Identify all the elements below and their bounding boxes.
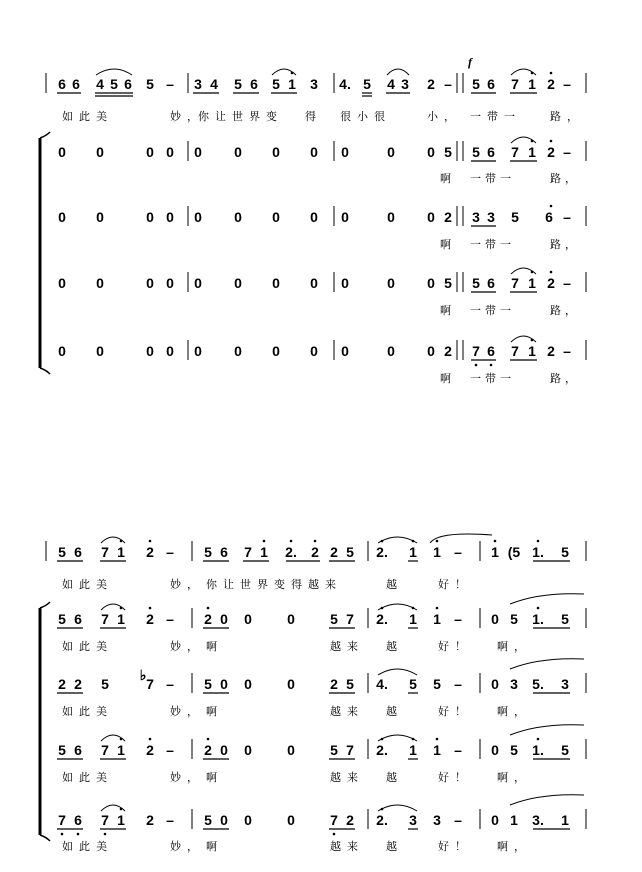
note-digit: 2 — [547, 275, 555, 291]
note-digit: – — [563, 76, 571, 92]
lyric-text: 越 — [386, 771, 403, 784]
note-digit: 0 — [341, 275, 349, 291]
choir-bracket-hook — [40, 835, 50, 841]
note-digit: 1 — [117, 742, 125, 758]
lyric-text: 越 — [386, 578, 403, 591]
tie-arc — [430, 534, 492, 543]
note-digit: 0 — [387, 275, 395, 291]
lyric-text: 好！ — [438, 640, 472, 653]
note-digit: 6 — [487, 275, 495, 291]
note-digit: 5. — [532, 676, 544, 692]
lyric-text: 啊 — [206, 840, 223, 853]
note-digit: – — [166, 76, 174, 92]
note-digit: 1 — [117, 544, 125, 560]
slur-arc — [378, 669, 417, 675]
note-digit: 0 — [287, 611, 295, 627]
note-digit: 0 — [194, 275, 202, 291]
note-digit: 2 — [547, 76, 555, 92]
octave-dot-low — [475, 364, 478, 367]
note-digit: 4 — [387, 76, 395, 92]
note-digit: – — [444, 76, 452, 92]
choir-bracket-hook — [40, 132, 50, 138]
note-digit: 2 — [58, 676, 66, 692]
note-digit: 3 — [510, 676, 518, 692]
note-digit: 7 — [330, 812, 338, 828]
note-digit: 0 — [491, 812, 499, 828]
note-digit: 0 — [491, 676, 499, 692]
note-digit: 5 — [58, 742, 66, 758]
octave-dot-high — [550, 140, 553, 143]
note-digit: – — [166, 544, 174, 560]
note-digit: 0 — [146, 275, 154, 291]
note-digit: 2. — [376, 544, 388, 560]
note-digit: 2 — [204, 611, 212, 627]
lyric-text: 如此美 — [62, 771, 113, 784]
note-digit: 4 — [96, 76, 104, 92]
note-digit: 0 — [272, 209, 280, 225]
note-digit: 3 — [401, 76, 409, 92]
note-digit: 6 — [72, 76, 80, 92]
lyric-text: 很小很 — [340, 110, 391, 123]
note-digit: 2 — [330, 544, 338, 560]
note-digit: 3 — [433, 812, 441, 828]
note-digit: 0 — [234, 209, 242, 225]
lyric-text: 啊， — [497, 705, 531, 718]
note-digit: 6 — [58, 76, 66, 92]
octave-dot-high — [290, 540, 293, 543]
octave-dot-high — [537, 607, 540, 610]
note-digit: – — [454, 611, 462, 627]
note-digit: 2 — [346, 812, 354, 828]
note-digit: 3 — [472, 209, 480, 225]
note-digit: 5 — [510, 742, 518, 758]
note-digit: 5 — [472, 144, 480, 160]
note-digit: 1. — [532, 742, 544, 758]
octave-dot-high — [550, 72, 553, 75]
note-digit: – — [454, 544, 462, 560]
note-digit: 5 — [561, 742, 569, 758]
note-digit: 0 — [58, 343, 66, 359]
note-digit: 2 — [330, 676, 338, 692]
slur-arc — [378, 604, 417, 610]
note-digit: 4 — [210, 76, 218, 92]
note-digit: 2 — [547, 144, 555, 160]
note-digit: 0 — [244, 611, 252, 627]
note-digit: 5 — [330, 611, 338, 627]
note-digit: 1 — [409, 742, 417, 758]
note-digit: – — [563, 144, 571, 160]
slur-arc — [378, 735, 417, 741]
lyric-text: 路， — [550, 238, 580, 251]
note-digit: 3 — [310, 76, 318, 92]
note-digit: – — [454, 676, 462, 692]
lyric-text: 你让世界变 — [198, 110, 283, 123]
note-digit: 5 — [346, 544, 354, 560]
note-digit: 0 — [194, 144, 202, 160]
note-digit: 2 — [146, 812, 154, 828]
phrase-slur — [510, 725, 584, 735]
note-digit: 1. — [532, 544, 544, 560]
note-digit: 5 — [472, 76, 480, 92]
note-digit: 0 — [166, 209, 174, 225]
note-digit: 5 — [472, 275, 480, 291]
lyric-text: 妙， — [170, 705, 204, 718]
lyric-text: 好！ — [438, 705, 472, 718]
octave-dot-high — [537, 540, 540, 543]
note-digit: 0 — [272, 343, 280, 359]
octave-dot-high — [436, 540, 439, 543]
octave-dot-high — [207, 738, 210, 741]
lyric-text: 啊 — [440, 238, 455, 251]
note-digit: 0 — [387, 144, 395, 160]
octave-dot-high — [149, 738, 152, 741]
lyric-text: 一带一 — [470, 172, 515, 185]
note-digit: 0 — [96, 209, 104, 225]
note-digit: 5 — [330, 742, 338, 758]
note-digit: 0 — [341, 144, 349, 160]
octave-dot-low — [61, 833, 64, 836]
note-digit: 1 — [117, 611, 125, 627]
lyric-text: 一带一 — [470, 238, 515, 251]
lyric-text: 好！ — [438, 578, 472, 591]
note-digit: 6 — [487, 343, 495, 359]
note-digit: 1 — [288, 76, 296, 92]
note-digit: 0 — [491, 742, 499, 758]
lyric-text: 你让世界变得越来 — [206, 578, 342, 591]
note-digit: 1 — [433, 544, 441, 560]
note-digit: – — [166, 676, 174, 692]
note-digit: 0 — [234, 343, 242, 359]
note-digit: 5 — [110, 76, 118, 92]
note-digit: 5 — [561, 544, 569, 560]
lyric-text: 得 — [305, 110, 322, 123]
note-digit: 0 — [166, 275, 174, 291]
note-digit: 0 — [220, 611, 228, 627]
note-digit: 0 — [272, 275, 280, 291]
lyric-text: 妙， — [170, 771, 204, 784]
note-digit: 7 — [101, 812, 109, 828]
note-digit: 0 — [146, 144, 154, 160]
note-digit: 0 — [427, 209, 435, 225]
lyric-text: 越 — [386, 840, 403, 853]
note-digit: 0 — [96, 343, 104, 359]
note-digit: 5 — [101, 676, 109, 692]
lyric-text: 啊 — [206, 705, 223, 718]
octave-dot-high — [207, 607, 210, 610]
note-digit: 5 — [511, 209, 519, 225]
note-digit: 3 — [194, 76, 202, 92]
lyric-text: 啊， — [497, 771, 531, 784]
note-digit: 6 — [74, 812, 82, 828]
note-digit: 5 — [510, 611, 518, 627]
lyric-text: 啊 — [206, 640, 223, 653]
lyric-text: 一带一 — [470, 304, 515, 317]
note-digit: 2. — [376, 812, 388, 828]
note-digit: 6 — [220, 544, 228, 560]
note-digit: 5 — [561, 611, 569, 627]
note-digit: 1 — [409, 544, 417, 560]
note-digit: – — [563, 343, 571, 359]
note-digit: 0 — [272, 144, 280, 160]
lyric-text: 越来 — [330, 840, 364, 853]
note-digit: 7 — [101, 742, 109, 758]
octave-dot-high — [149, 540, 152, 543]
note-digit: 0 — [427, 343, 435, 359]
note-digit: 7 — [244, 544, 252, 560]
note-digit: 3 — [409, 812, 417, 828]
note-digit: 6 — [545, 209, 553, 225]
lyric-text: 如此美 — [62, 578, 113, 591]
note-digit: 2. — [285, 544, 297, 560]
note-digit: 4. — [376, 676, 388, 692]
octave-dot-low — [77, 833, 80, 836]
slur-arc — [387, 69, 409, 75]
note-digit: 1 — [409, 611, 417, 627]
note-digit: 5 — [234, 76, 242, 92]
note-digit: 2 — [146, 611, 154, 627]
note-digit: 5 — [433, 676, 441, 692]
lyric-text: 好！ — [438, 771, 472, 784]
phrase-slur — [510, 594, 584, 604]
note-digit: 5 — [204, 544, 212, 560]
lyric-text: 一带一 — [470, 110, 521, 123]
note-digit: – — [454, 812, 462, 828]
note-digit: 0 — [491, 611, 499, 627]
choir-bracket-hook — [40, 368, 50, 374]
note-digit: 7 — [346, 742, 354, 758]
note-digit: 0 — [194, 343, 202, 359]
note-digit: – — [563, 275, 571, 291]
lyric-text: 啊 — [440, 372, 455, 385]
octave-dot-high — [550, 271, 553, 274]
note-digit: 0 — [310, 209, 318, 225]
choir-bracket-hook — [40, 602, 50, 608]
note-digit: 0 — [96, 144, 104, 160]
note-digit: 0 — [244, 742, 252, 758]
note-digit: 1 — [528, 76, 536, 92]
note-digit: 5 — [58, 544, 66, 560]
note-digit: 1 — [433, 742, 441, 758]
note-digit: 7 — [511, 343, 519, 359]
lyric-text: 好！ — [438, 840, 472, 853]
octave-dot-low — [333, 833, 336, 836]
note-digit: 1 — [260, 544, 268, 560]
note-digit: 0 — [287, 676, 295, 692]
note-digit: 0 — [166, 144, 174, 160]
note-digit: 0 — [244, 812, 252, 828]
lyric-text: 路， — [550, 372, 580, 385]
note-digit: 0 — [220, 742, 228, 758]
note-digit: 2. — [376, 742, 388, 758]
note-digit: 0 — [96, 275, 104, 291]
note-digit: 2 — [444, 343, 452, 359]
note-digit: 7 — [472, 343, 480, 359]
note-digit: 0 — [244, 676, 252, 692]
note-digit: 0 — [146, 343, 154, 359]
note-digit: 0 — [220, 676, 228, 692]
note-digit: 5 — [363, 76, 371, 92]
phrase-slur — [510, 795, 584, 805]
lyric-text: 如此美 — [62, 640, 113, 653]
note-digit: 6 — [250, 76, 258, 92]
lyric-text: 一带一 — [470, 372, 515, 385]
slur-arc — [96, 69, 132, 75]
note-digit: 1 — [510, 812, 518, 828]
note-digit: – — [166, 812, 174, 828]
note-digit: 2 — [547, 343, 555, 359]
note-digit: 1 — [117, 812, 125, 828]
note-digit: 2 — [74, 676, 82, 692]
lyric-text: 如此美 — [62, 110, 113, 123]
note-digit: 6 — [74, 611, 82, 627]
note-digit: 0 — [194, 209, 202, 225]
octave-dot-high — [537, 738, 540, 741]
lyric-text: 如此美 — [62, 840, 113, 853]
octave-dot-low — [490, 364, 493, 367]
octave-dot-high — [436, 607, 439, 610]
lyric-text: 小， — [427, 110, 461, 123]
lyric-text: 如此美 — [62, 705, 113, 718]
note-digit: 6 — [487, 76, 495, 92]
note-digit: 1 — [528, 343, 536, 359]
note-digit: 0 — [287, 812, 295, 828]
note-digit: 7 — [346, 611, 354, 627]
note-digit: 5 — [146, 76, 154, 92]
note-digit: 7 — [101, 544, 109, 560]
note-digit: 6 — [74, 544, 82, 560]
lyric-text: 路， — [550, 110, 584, 123]
note-digit: 7 — [511, 275, 519, 291]
octave-dot-high — [550, 205, 553, 208]
note-digit: 1 — [433, 611, 441, 627]
note-digit: 1 — [528, 144, 536, 160]
note-digit: 7 — [511, 144, 519, 160]
dynamic-forte: f — [468, 55, 472, 69]
note-digit: 1 — [528, 275, 536, 291]
note-digit: – — [166, 742, 174, 758]
note-digit: 0 — [310, 343, 318, 359]
note-digit: 2 — [204, 742, 212, 758]
lyric-text: 啊， — [497, 840, 531, 853]
note-digit: 5 — [204, 676, 212, 692]
note-digit: 0 — [58, 144, 66, 160]
lyric-text: 越来 — [330, 771, 364, 784]
note-digit: – — [454, 742, 462, 758]
lyric-text: 越来 — [330, 640, 364, 653]
lyric-text: 啊 — [206, 771, 223, 784]
note-digit: 6 — [74, 742, 82, 758]
note-digit: 0 — [287, 742, 295, 758]
note-digit: – — [563, 209, 571, 225]
note-digit: 5 — [272, 76, 280, 92]
octave-dot-low — [104, 833, 107, 836]
note-digit: 0 — [427, 275, 435, 291]
lyric-text: 妙， — [170, 640, 204, 653]
note-digit: 0 — [387, 209, 395, 225]
lyric-text: 越 — [386, 640, 403, 653]
note-digit: 0 — [166, 343, 174, 359]
note-digit: 7 — [101, 611, 109, 627]
note-digit: 1 — [561, 812, 569, 828]
octave-dot-high — [263, 540, 266, 543]
octave-dot-high — [436, 738, 439, 741]
note-digit: 0 — [310, 144, 318, 160]
lyric-text: 妙， — [170, 578, 204, 591]
slur-arc — [378, 537, 417, 543]
note-digit: 5 — [58, 611, 66, 627]
flat-sign: ♭ — [139, 667, 147, 683]
note-digit: 0 — [58, 209, 66, 225]
lyric-text: 啊 — [440, 172, 455, 185]
note-digit: 0 — [234, 144, 242, 160]
octave-dot-high — [314, 540, 317, 543]
note-digit: 6 — [487, 144, 495, 160]
note-digit: 2 — [146, 742, 154, 758]
lyric-text: 越 — [386, 705, 403, 718]
slur-arc — [378, 805, 417, 811]
octave-dot-high — [149, 607, 152, 610]
note-digit: 7 — [511, 76, 519, 92]
lyric-text: 路， — [550, 304, 580, 317]
note-digit: 2 — [444, 209, 452, 225]
lyric-text: 路， — [550, 172, 580, 185]
note-digit: 0 — [427, 144, 435, 160]
lyric-text: 妙， — [170, 840, 204, 853]
note-digit: 0 — [310, 275, 318, 291]
note-digit: 1. — [532, 611, 544, 627]
note-digit: 5 — [444, 275, 452, 291]
note-digit: 0 — [387, 343, 395, 359]
note-digit: 3 — [487, 209, 495, 225]
note-digit: 0 — [58, 275, 66, 291]
phrase-slur — [510, 659, 584, 669]
note-digit: 2. — [376, 611, 388, 627]
note-digit: 0 — [234, 275, 242, 291]
note-digit: 5 — [409, 676, 417, 692]
lyric-text: 妙， — [170, 110, 204, 123]
note-digit: 0 — [146, 209, 154, 225]
note-digit: 6 — [124, 76, 132, 92]
note-digit: 3 — [561, 676, 569, 692]
note-digit: 1 — [491, 544, 499, 560]
note-digit: – — [166, 611, 174, 627]
octave-dot-high — [494, 540, 497, 543]
note-digit: 2 — [311, 544, 319, 560]
note-digit: 2 — [427, 76, 435, 92]
lyric-text: 啊 — [440, 304, 455, 317]
note-digit: 0 — [341, 343, 349, 359]
lyric-text: 啊， — [497, 640, 531, 653]
note-digit: 4. — [339, 76, 351, 92]
note-digit: (5 — [507, 544, 521, 560]
note-digit: 0 — [220, 812, 228, 828]
note-digit: 5 — [444, 144, 452, 160]
note-digit: 7 — [58, 812, 66, 828]
note-digit: 3. — [532, 812, 544, 828]
note-digit: 5 — [204, 812, 212, 828]
note-digit: 5 — [346, 676, 354, 692]
lyric-text: 越来 — [330, 705, 364, 718]
note-digit: 2 — [146, 544, 154, 560]
note-digit: 0 — [341, 209, 349, 225]
note-digit: 7 — [146, 676, 154, 692]
